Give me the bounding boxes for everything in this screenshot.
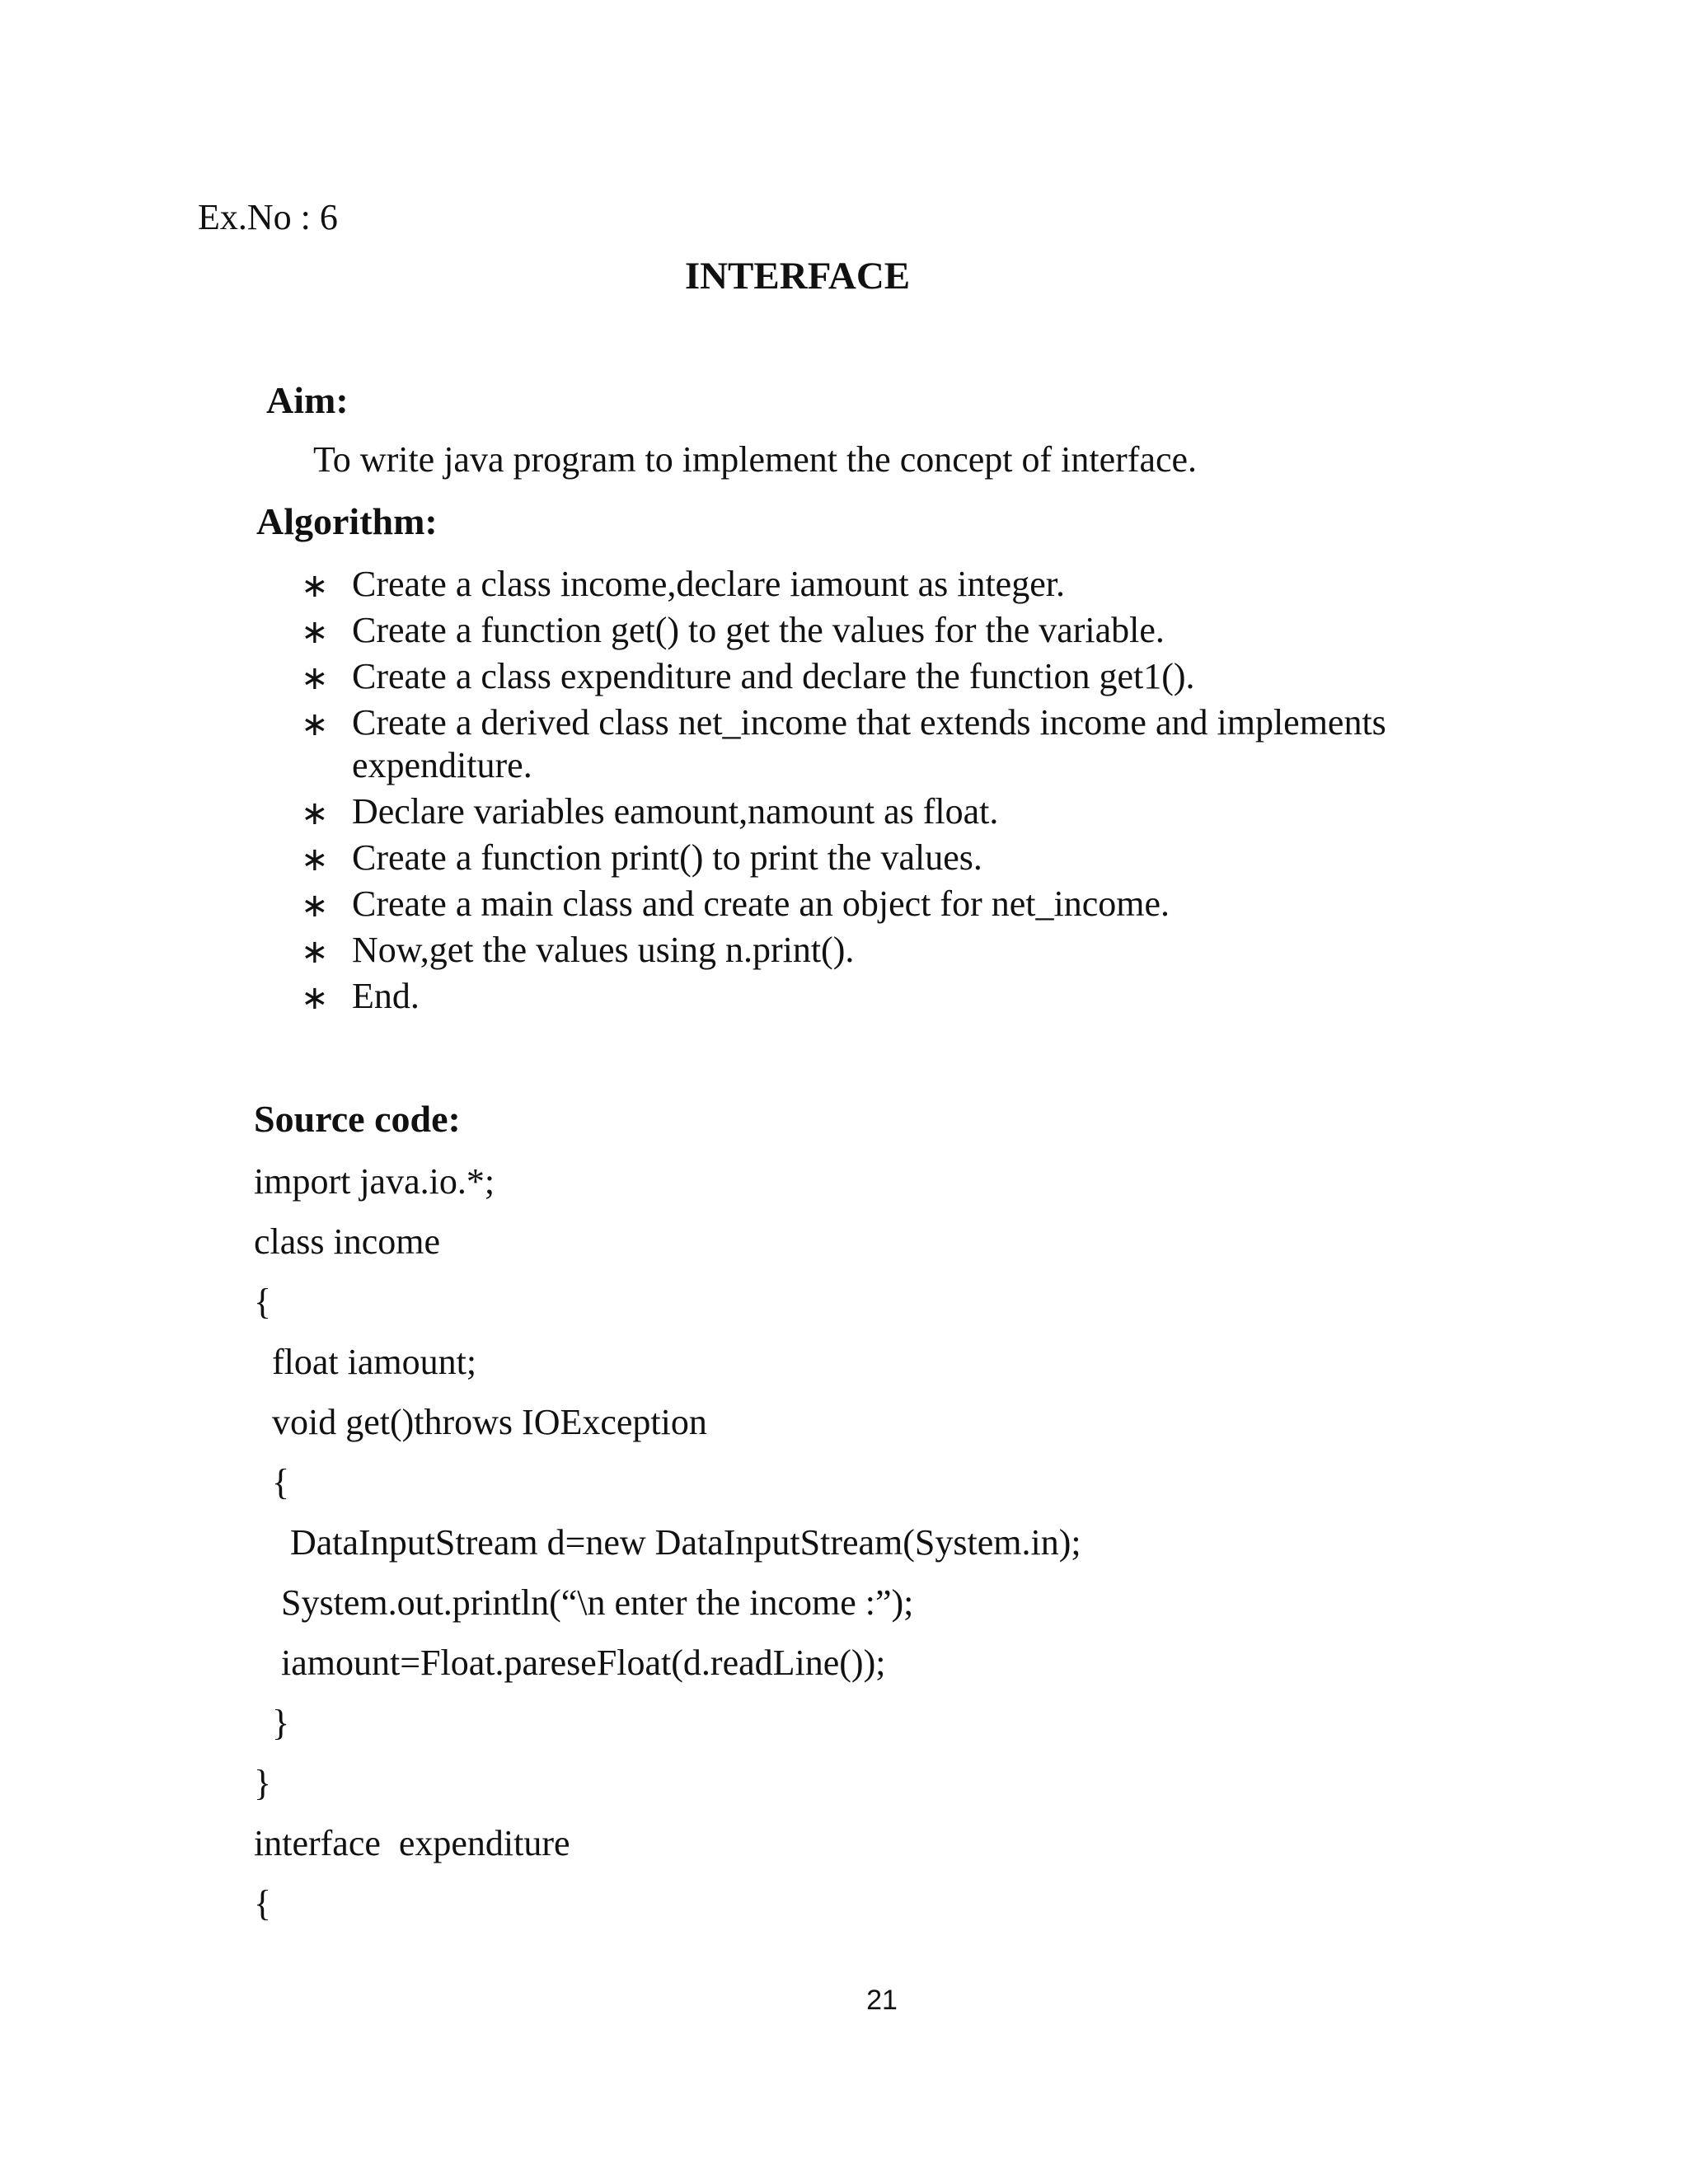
bullet-icon: ∗ — [301, 613, 329, 651]
bullet-icon: ∗ — [301, 887, 329, 925]
code-line: void get()throws IOException — [254, 1402, 707, 1442]
bullet-icon: ∗ — [301, 794, 329, 832]
page-title: INTERFACE — [684, 255, 911, 298]
code-line: iamount=Float.pareseFloat(d.readLine()); — [254, 1643, 886, 1683]
source-code-heading: Source code: — [254, 1098, 461, 1140]
code-line: } — [254, 1703, 290, 1743]
code-line: { — [254, 1462, 290, 1502]
algorithm-step: ∗ Create a derived class net_income that extends income and implements expenditure. — [301, 702, 1386, 785]
code-line: DataInputStream d=new DataInputStream(System.in); — [254, 1522, 1081, 1563]
aim-heading: Aim: — [266, 379, 349, 421]
page-number: 21 — [866, 1985, 898, 2016]
algorithm-step: ∗ Declare variables eamount,namount as float. — [301, 790, 1471, 833]
algorithm-step: ∗ Now,get the values using n.print(). — [301, 929, 1471, 972]
bullet-icon: ∗ — [301, 567, 329, 605]
code-line: import java.io.*; — [254, 1161, 495, 1202]
source-code-block — [254, 1160, 1081, 1943]
code-line: System.out.println(“\n enter the income :”); — [254, 1582, 914, 1623]
algorithm-step: ∗ Create a class expenditure and declare the function get1(). — [301, 655, 1471, 698]
bullet-icon: ∗ — [301, 979, 329, 1017]
bullet-icon: ∗ — [301, 705, 329, 743]
algorithm-step: ∗ Create a function print() to print the values. — [301, 837, 1471, 879]
code-line: float iamount; — [254, 1342, 477, 1382]
algorithm-step: ∗ Create a class income,declare iamount as integer. — [301, 563, 1471, 606]
bullet-icon: ∗ — [301, 933, 329, 971]
code-line: { — [254, 1883, 272, 1924]
algorithm-step: ∗ Create a main class and create an object for net_income. — [301, 883, 1471, 926]
bullet-icon: ∗ — [301, 659, 329, 697]
algorithm-list — [301, 563, 1471, 1021]
algorithm-step: ∗ Create a function get() to get the values for the variable. — [301, 609, 1471, 652]
code-line: { — [254, 1282, 272, 1322]
exercise-number: Ex.No : 6 — [198, 197, 338, 237]
algorithm-step: ∗ End. — [301, 975, 1471, 1018]
code-line: } — [254, 1763, 272, 1803]
bullet-icon: ∗ — [301, 841, 329, 879]
aim-text: To write java program to implement the concept of interface. — [313, 439, 1198, 480]
algorithm-heading: Algorithm: — [256, 500, 438, 542]
code-line: class income — [254, 1221, 441, 1262]
code-line: interface expenditure — [254, 1823, 570, 1863]
